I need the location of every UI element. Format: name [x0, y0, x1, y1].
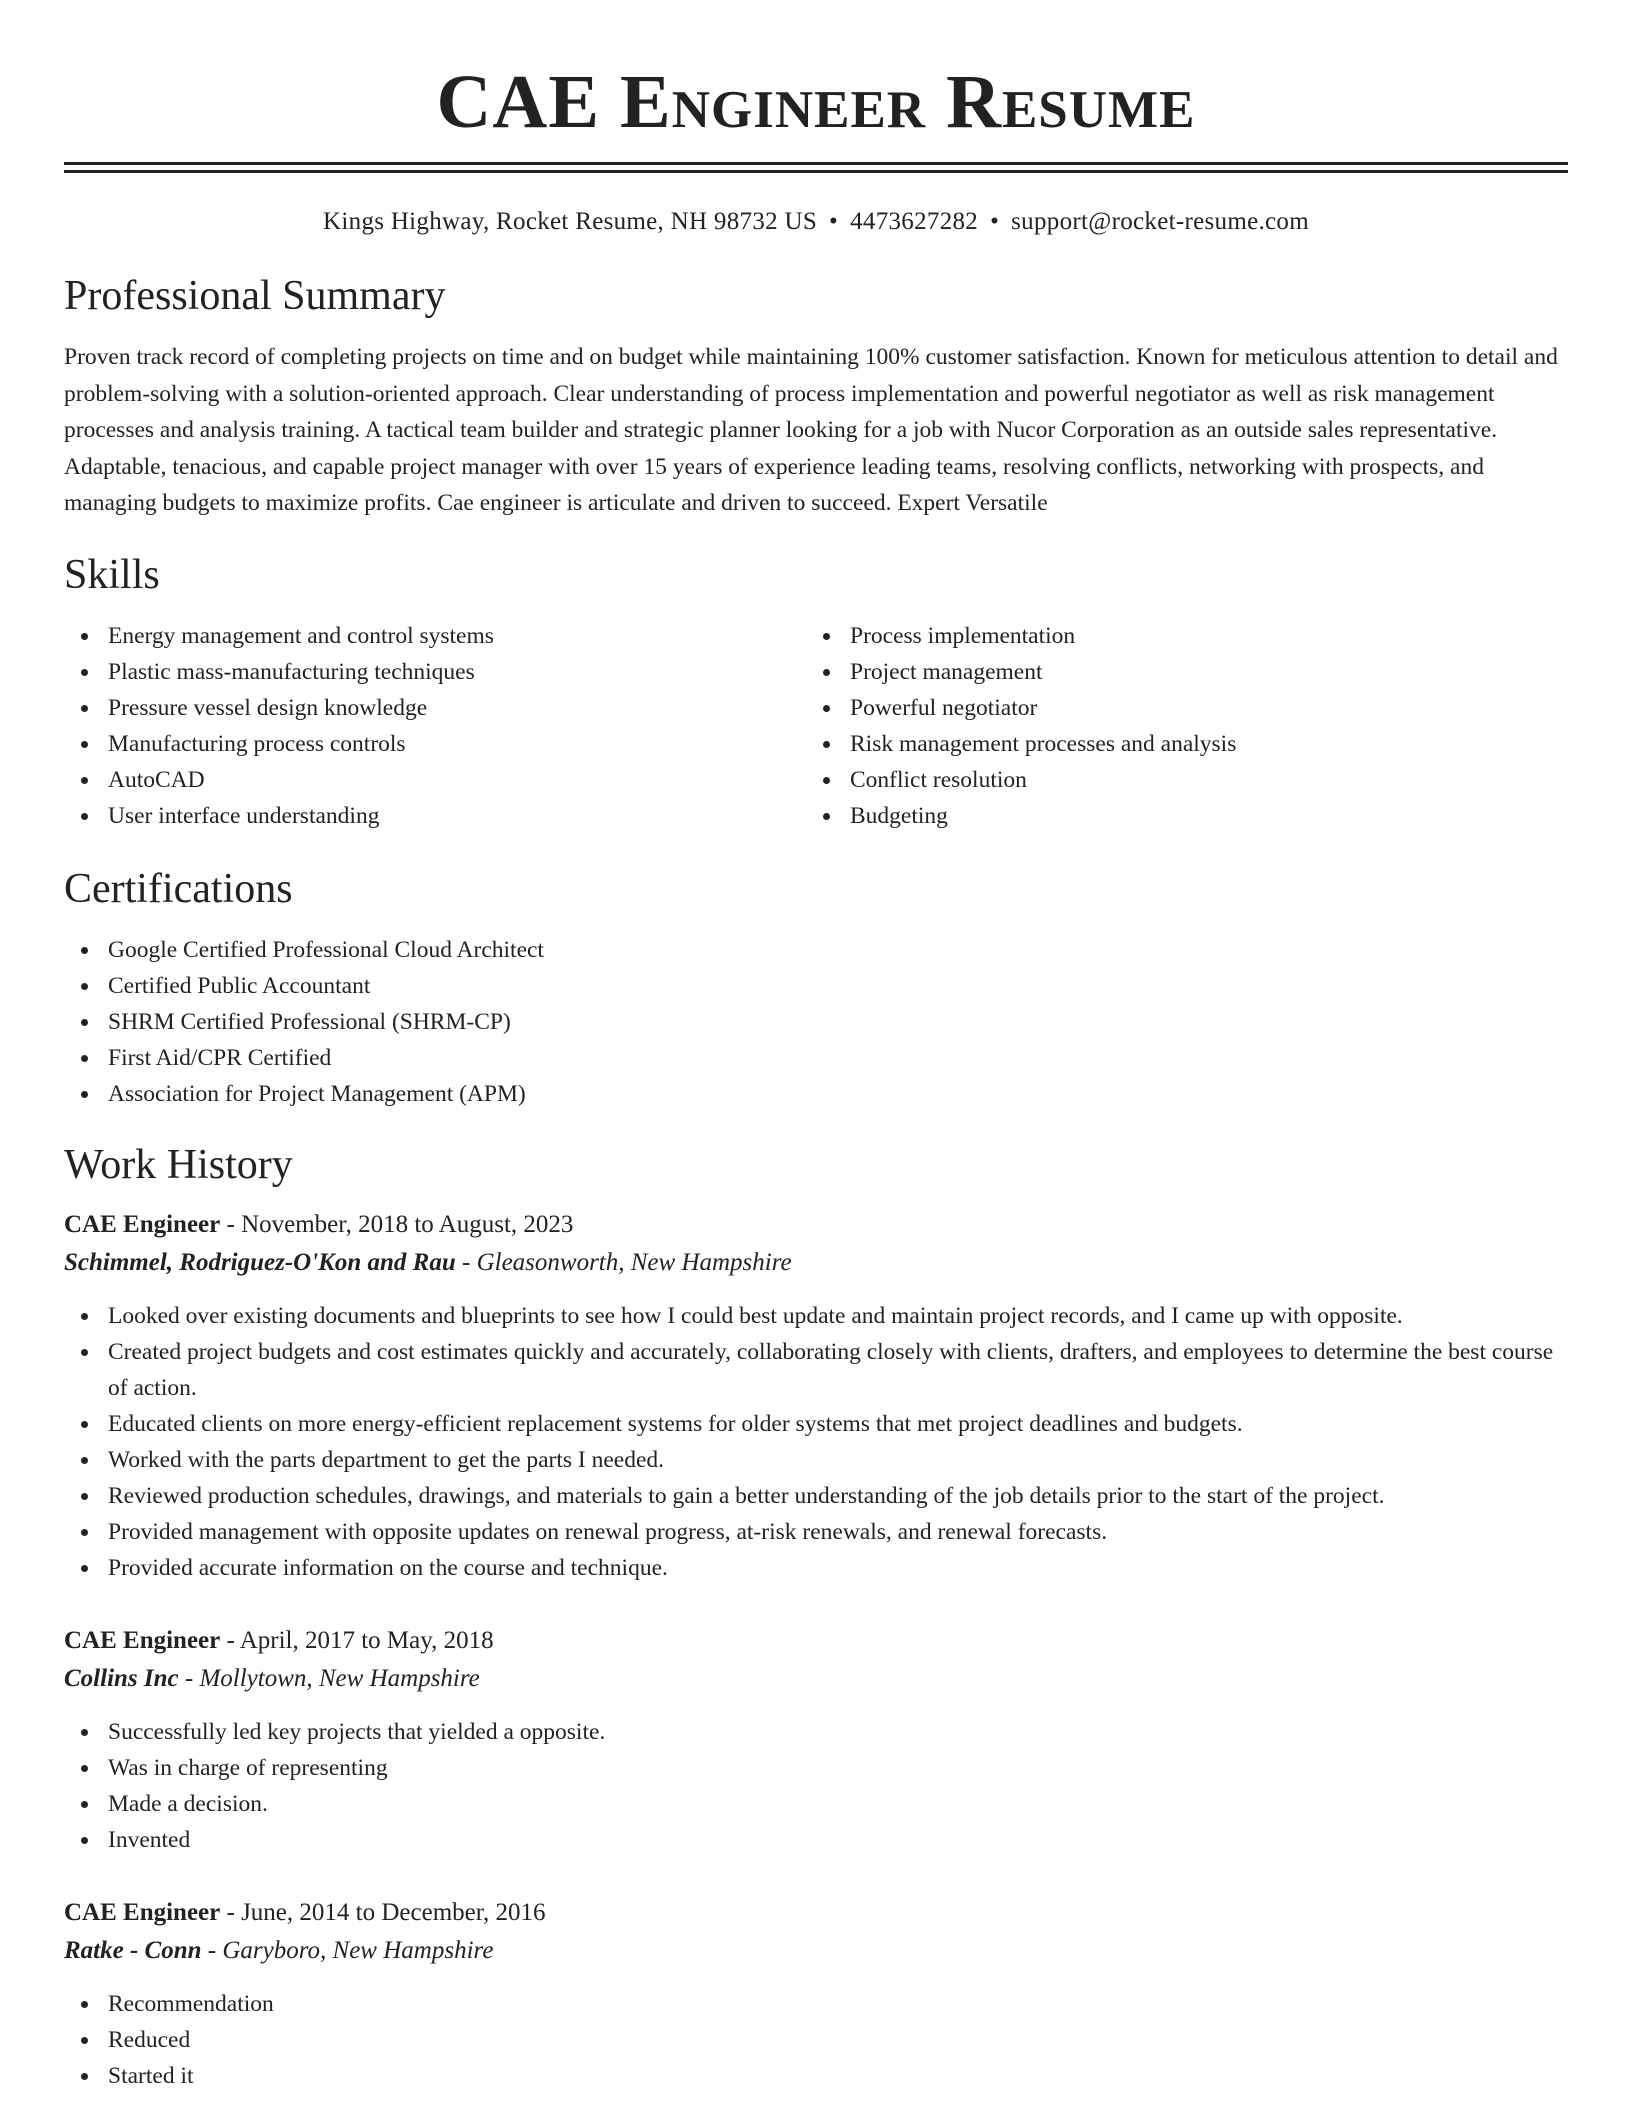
job-dash: -	[462, 1248, 471, 1276]
job-dates: June, 2014 to December, 2016	[241, 1898, 546, 1926]
skill-item: AutoCAD	[64, 762, 806, 798]
job-bullet: Educated clients on more energy-efficient replacement systems for older systems that met project deadlines and budgets.	[64, 1406, 1568, 1442]
contact-separator: •	[990, 208, 1000, 235]
job-bullet: Was in charge of representing	[64, 1750, 1568, 1786]
skill-item: Risk management processes and analysis	[806, 726, 1548, 762]
summary-section	[64, 271, 1568, 522]
job-bullet: Looked over existing documents and blueprints to see how I could best update and maintain project records, and I came up with opposite.	[64, 1298, 1568, 1334]
skill-item: Powerful negotiator	[806, 690, 1548, 726]
skill-item: User interface understanding	[64, 798, 806, 834]
job-role: CAE Engineer	[64, 1898, 221, 1926]
certification-item: SHRM Certified Professional (SHRM-CP)	[64, 1004, 1568, 1040]
summary-heading: Professional Summary	[64, 273, 446, 319]
certification-item: Google Certified Professional Cloud Architect	[64, 932, 1568, 968]
certifications-heading: Certifications	[64, 865, 293, 912]
job-role: CAE Engineer	[64, 1626, 221, 1654]
job-dash: -	[226, 1210, 235, 1238]
job-company: Ratke - Conn	[64, 1936, 202, 1964]
certifications-list	[64, 932, 1568, 1112]
certifications-section	[64, 864, 1568, 1112]
skills-list-right	[806, 618, 1548, 834]
resume-page	[64, 0, 1568, 2094]
work-history-section	[64, 1140, 1568, 2094]
job-dates: April, 2017 to May, 2018	[239, 1626, 494, 1654]
job-bullets	[64, 1298, 1568, 1586]
job-bullet: Provided accurate information on the course and technique.	[64, 1550, 1568, 1586]
skill-item: Project management	[806, 654, 1548, 690]
job-company-line	[64, 1244, 1568, 1282]
job-bullet: Invented	[64, 1822, 1568, 1858]
contact-separator: •	[829, 208, 839, 235]
job-role: CAE Engineer	[64, 1210, 221, 1238]
job-bullet: Created project budgets and cost estimates quickly and accurately, collaborating closely with clients, drafters, and employees to determine the best course of action.	[64, 1334, 1568, 1406]
job-entry	[64, 1206, 1568, 1586]
job-company-line	[64, 1660, 1568, 1698]
job-location: Gleasonworth, New Hampshire	[476, 1248, 792, 1276]
job-bullet: Reduced	[64, 2022, 1568, 2058]
skills-columns	[64, 618, 1568, 834]
certification-item: First Aid/CPR Certified	[64, 1040, 1568, 1076]
skill-item: Budgeting	[806, 798, 1548, 834]
job-header	[64, 1622, 1568, 1660]
skills-list-left	[64, 618, 806, 834]
job-bullet: Started it	[64, 2058, 1568, 2094]
job-entry	[64, 1894, 1568, 2094]
job-dash: -	[226, 1626, 235, 1654]
skill-item: Plastic mass-manufacturing techniques	[64, 654, 806, 690]
job-location: Garyboro, New Hampshire	[222, 1936, 494, 1964]
job-bullet: Worked with the parts department to get the parts I needed.	[64, 1442, 1568, 1478]
certification-item: Association for Project Management (APM)	[64, 1076, 1568, 1112]
job-bullets	[64, 1714, 1568, 1858]
job-bullet: Successfully led key projects that yielded a opposite.	[64, 1714, 1568, 1750]
work-history-heading: Work History	[64, 1141, 293, 1188]
job-entry	[64, 1622, 1568, 1858]
job-bullet: Recommendation	[64, 1986, 1568, 2022]
skill-item: Manufacturing process controls	[64, 726, 806, 762]
summary-text: Proven track record of completing projects on time and on budget while maintaining 100% customer satisfaction. Known for meticulous attention to detail and problem-solving with a solution-oriented approach. Clear understanding of process implementation and powerful negotiator as well as risk management processes and analysis training. A tactical team builder and strategic planner looking for a job with Nucor Corporation as an outside sales representative. Adaptable, tenacious, and capable project manager with over 15 years of experience leading teams, resolving conflicts, networking with prospects, and managing budgets to maximize profits. Cae engineer is articulate and driven to succeed. Expert Versatile	[64, 344, 1558, 516]
contact-email: support@rocket-resume.com	[1011, 208, 1309, 235]
skills-heading: Skills	[64, 551, 160, 598]
skill-item: Process implementation	[806, 618, 1548, 654]
job-bullet: Reviewed production schedules, drawings, and materials to gain a better understanding of the job details prior to the start of the project.	[64, 1478, 1568, 1514]
job-bullet: Provided management with opposite updates on renewal progress, at-risk renewals, and renewal forecasts.	[64, 1514, 1568, 1550]
job-header	[64, 1894, 1568, 1932]
skill-item: Pressure vessel design knowledge	[64, 690, 806, 726]
certification-item: Certified Public Accountant	[64, 968, 1568, 1004]
skill-item: Conflict resolution	[806, 762, 1548, 798]
job-company-line	[64, 1932, 1568, 1970]
job-dash: -	[226, 1898, 235, 1926]
job-location: Mollytown, New Hampshire	[199, 1664, 480, 1692]
contact-line	[64, 205, 1568, 239]
job-dash: -	[207, 1936, 217, 1964]
skills-section	[64, 550, 1568, 834]
job-dates: November, 2018 to August, 2023	[241, 1210, 574, 1238]
resume-title: CAE Engineer Resume	[436, 60, 1196, 144]
contact-address: Kings Highway, Rocket Resume, NH 98732 US	[323, 208, 818, 235]
contact-phone: 4473627282	[850, 208, 979, 235]
title-divider	[64, 162, 1568, 173]
job-dash: -	[184, 1664, 194, 1692]
skill-item: Energy management and control systems	[64, 618, 806, 654]
job-company: Schimmel, Rodriguez-O'Kon and Rau	[64, 1248, 456, 1276]
job-bullets	[64, 1986, 1568, 2094]
job-company: Collins Inc	[64, 1664, 179, 1692]
job-bullet: Made a decision.	[64, 1786, 1568, 1822]
job-header	[64, 1206, 1568, 1244]
